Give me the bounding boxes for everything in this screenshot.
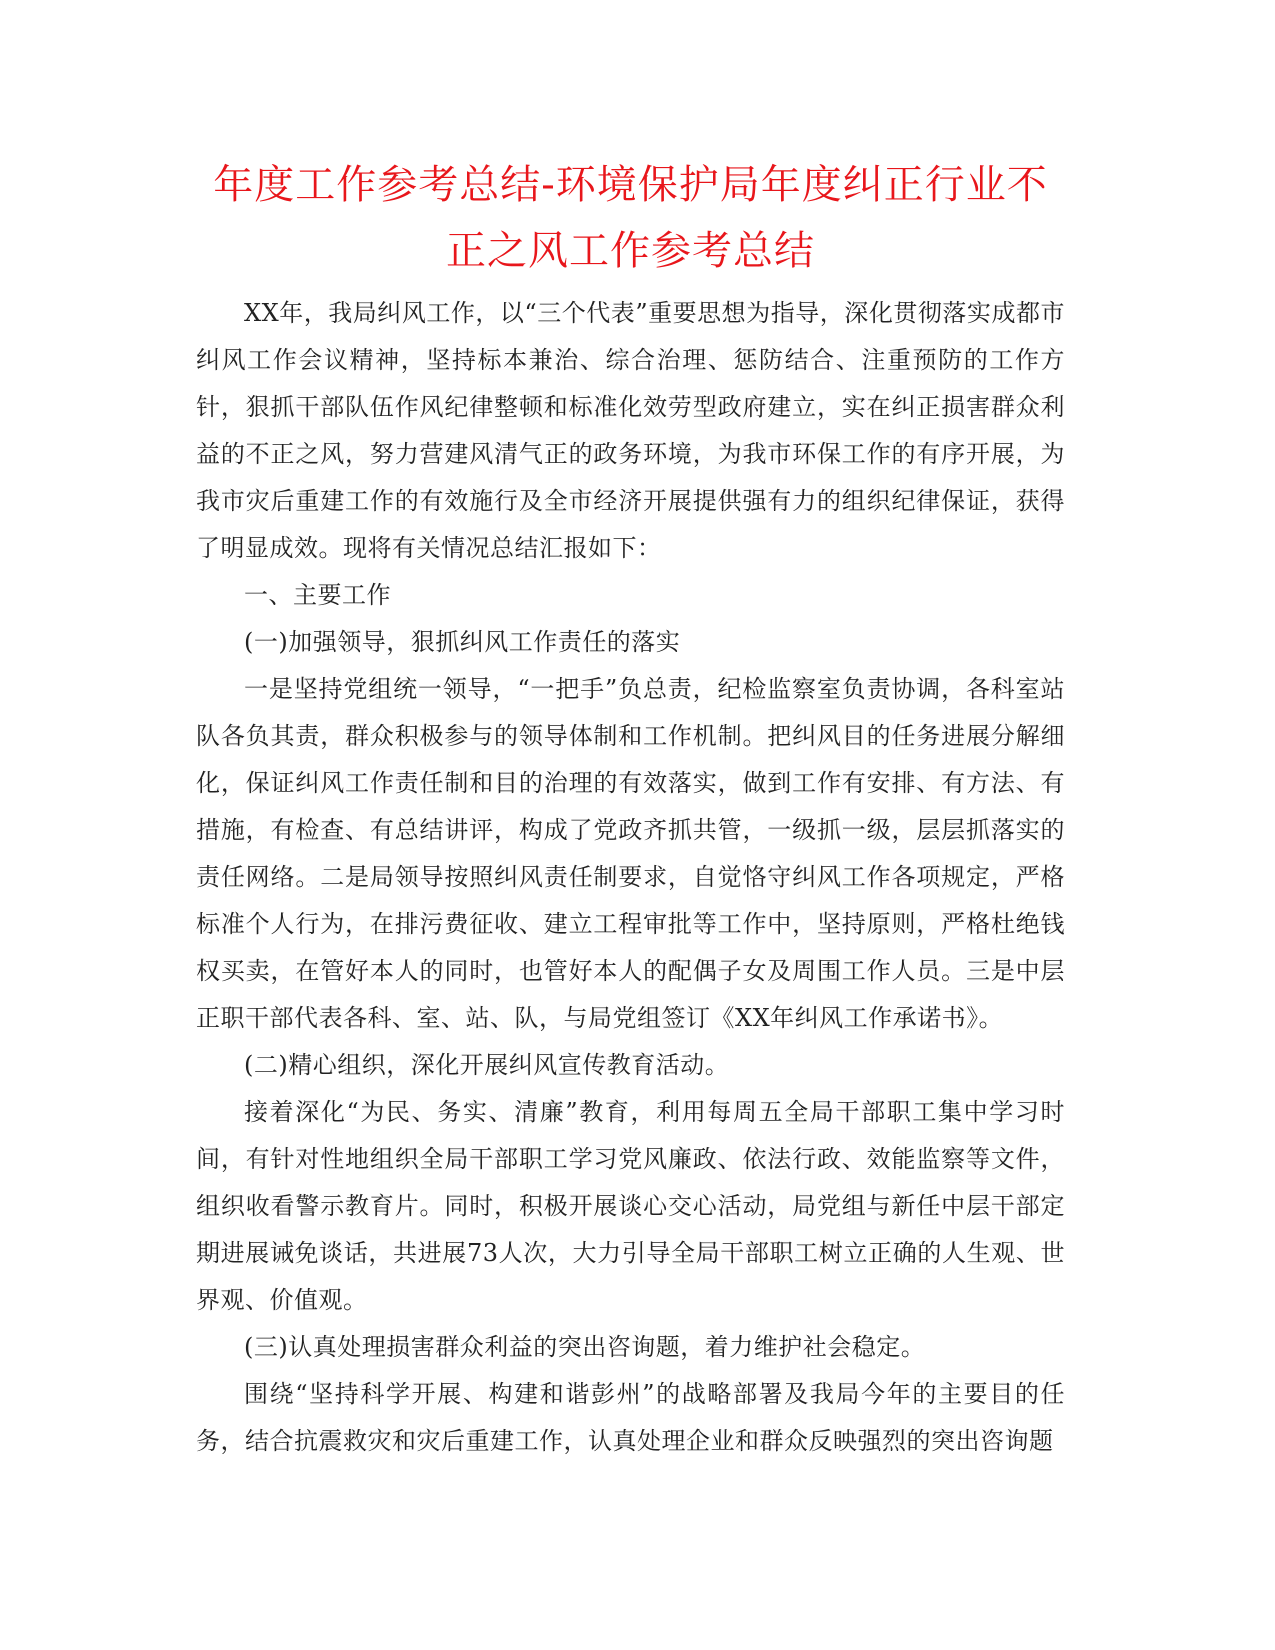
subsection-heading-1: (一)加强领导，狠抓纠风工作责任的落实 bbox=[244, 628, 681, 656]
paragraph-education: 接着深化“为民、务实、清廉”教育，利用每周五全局干部职工集中学习时间，有针对性地组织全局干部职工学习党风廉政、依法行政、效能监察等文件，组织收看警示教育片。同时，积极开展谈心交心活动，局党组与新任中层干部定期进展诫免谈话，共进展73人次，大力引导全局干部职工树立正确的人生观、世界观、价值观。 bbox=[196, 1098, 1065, 1314]
paragraph-intro: XX年，我局纠风工作，以“三个代表”重要思想为指导，深化贯彻落实成都市纠风工作会议精神，坚持标本兼治、综合治理、惩防结合、注重预防的工作方针，狠抓干部队伍作风纪律整顿和标准化效劳型政府建立，实在纠正损害群众利益的不正之风，努力营建风清气正的政务环境，为我市环保工作的有序开展，为我市灾后重建工作的有效施行及全市经济开展提供强有力的组织纪律保证，获得了明显成效。现将有关情况总结汇报如下： bbox=[196, 299, 1065, 562]
subsection-heading-3: (三)认真处理损害群众利益的突出咨询题，着力维护社会稳定。 bbox=[244, 1333, 926, 1361]
paragraph-leadership: 一是坚持党组统一领导，“一把手”负总责，纪检监察室负责协调，各科室站队各负其责，群众积极参与的领导体制和工作机制。把纠风目的任务进展分解细化，保证纠风工作责任制和目的治理的有效落实，做到工作有安排、有方法、有措施，有检查、有总结讲评，构成了党政齐抓共管，一级抓一级，层层抓落实的责任网络。二是局领导按照纠风责任制要求，自觉恪守纠风工作各项规定，严格标准个人行为，在排污费征收、建立工程审批等工作中，坚持原则，严格杜绝钱权买卖，在管好本人的同时，也管好本人的配偶子女及周围工作人员。三是中层正职干部代表各科、室、站、队，与局党组签订《XX年纠风工作承诺书》。 bbox=[196, 675, 1065, 1032]
section-heading-main-work: 一、主要工作 bbox=[244, 581, 391, 609]
document-body bbox=[196, 290, 1065, 1465]
document-title: 年度工作参考总结-环境保护局年度纠正行业不正之风工作参考总结 bbox=[213, 162, 1048, 274]
paragraph-issues: 围绕“坚持科学开展、构建和谐彭州”的战略部署及我局今年的主要目的任务，结合抗震救灾和灾后重建工作，认真处理企业和群众反映强烈的突出咨询题 bbox=[196, 1380, 1065, 1455]
subsection-heading-2: (二)精心组织，深化开展纠风宣传教育活动。 bbox=[244, 1051, 730, 1079]
